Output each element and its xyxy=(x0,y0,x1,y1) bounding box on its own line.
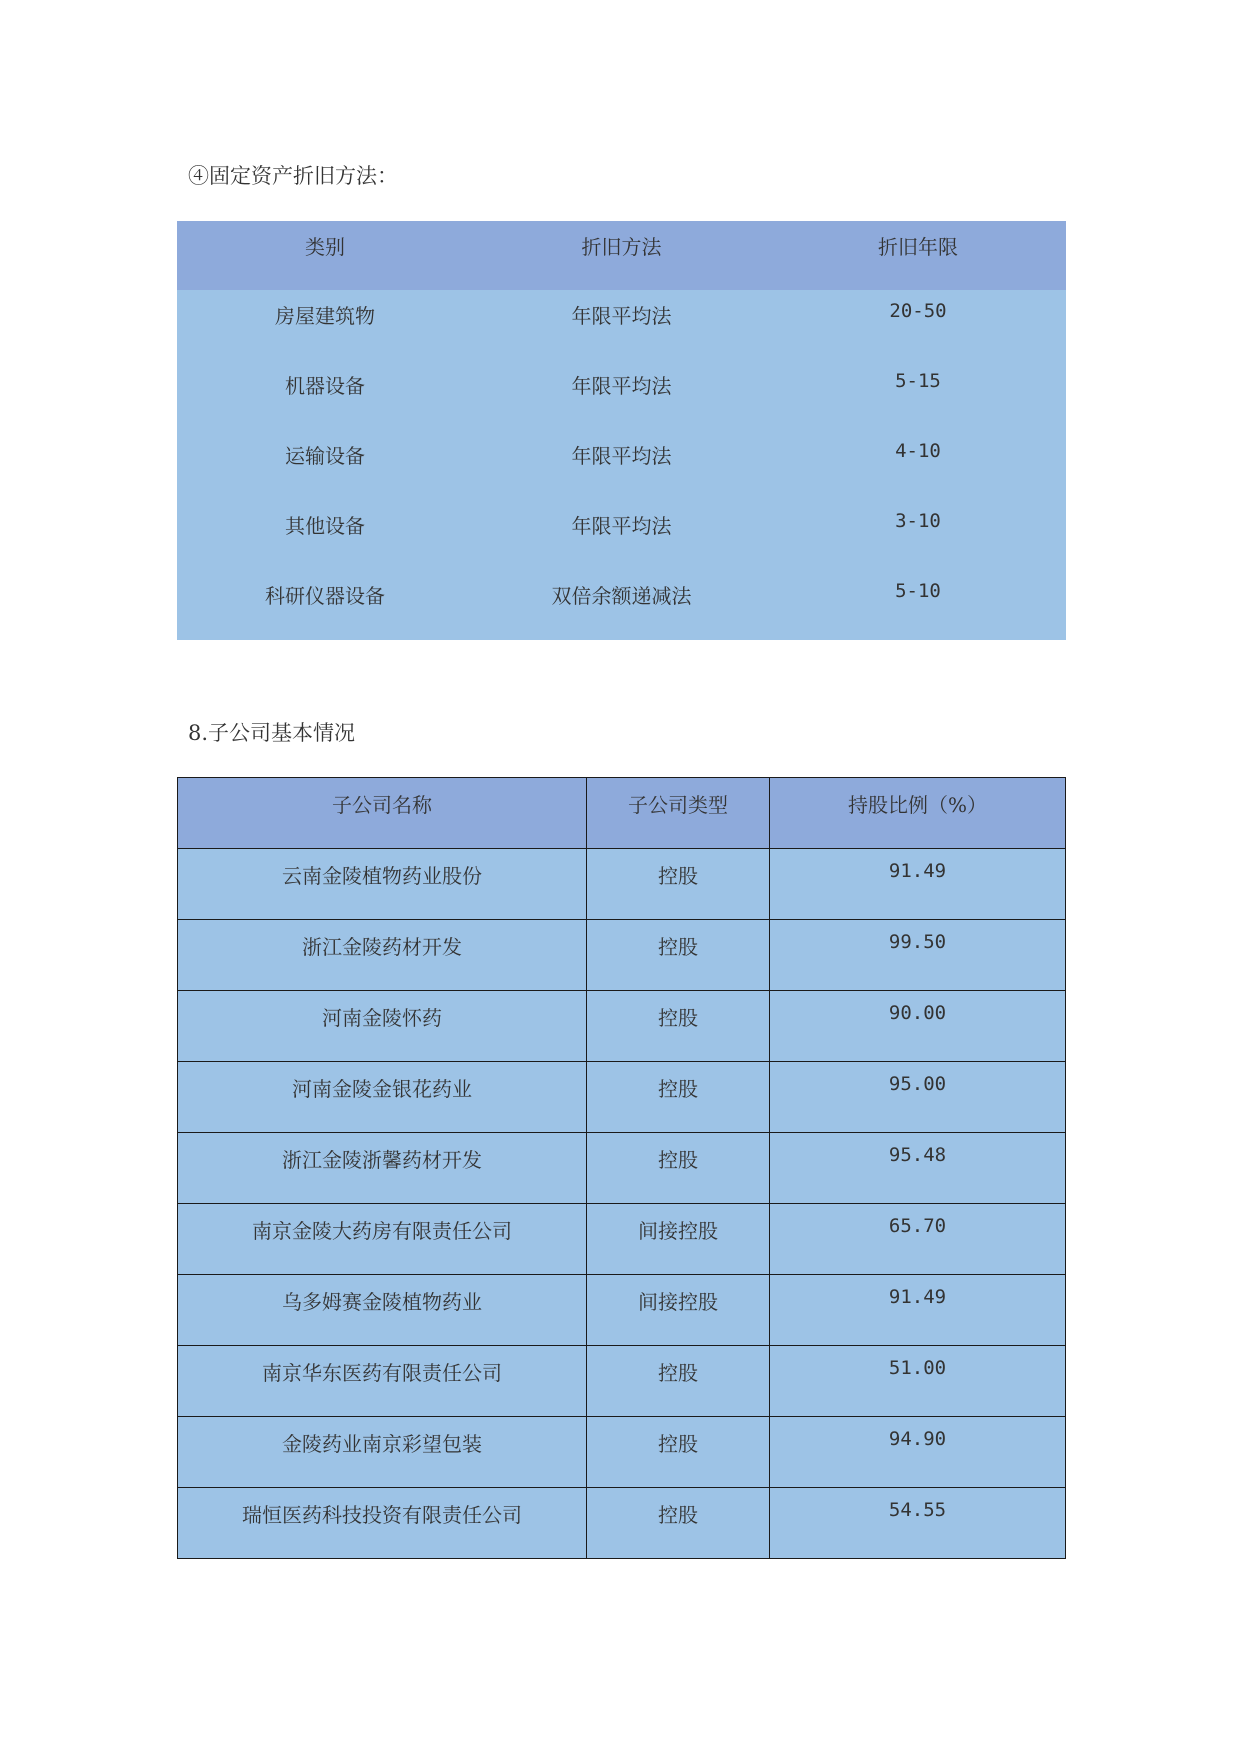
cell-method: 年限平均法 xyxy=(571,514,672,538)
cell-method: 年限平均法 xyxy=(571,444,672,468)
table-row xyxy=(178,1417,1066,1488)
cell-type: 控股 xyxy=(587,920,770,991)
cell-method: 年限平均法 xyxy=(571,304,672,328)
cell-method: 双倍余额递减法 xyxy=(551,584,692,608)
cell-name: 河南金陵怀药 xyxy=(178,991,587,1062)
section-heading-depreciation: ④固定资产折旧方法： xyxy=(188,164,398,188)
cell-years: 5-10 xyxy=(895,580,941,602)
column-header-method: 折旧方法 xyxy=(581,235,662,259)
cell-name: 河南金陵金银花药业 xyxy=(178,1062,587,1133)
cell-ratio: 54.55 xyxy=(770,1488,1066,1559)
cell-years: 5-15 xyxy=(895,370,941,392)
cell-type: 间接控股 xyxy=(587,1275,770,1346)
cell-category: 机器设备 xyxy=(285,374,365,398)
cell-category: 运输设备 xyxy=(285,444,365,468)
cell-ratio: 65.70 xyxy=(770,1204,1066,1275)
cell-type: 控股 xyxy=(587,1133,770,1204)
table-row xyxy=(177,290,1066,360)
cell-years: 20-50 xyxy=(889,300,947,322)
cell-type: 间接控股 xyxy=(587,1204,770,1275)
column-header-category: 类别 xyxy=(305,235,345,259)
cell-method: 年限平均法 xyxy=(571,374,672,398)
table-row xyxy=(178,1275,1066,1346)
cell-years: 3-10 xyxy=(895,510,941,532)
table-row xyxy=(178,920,1066,991)
table-row xyxy=(177,430,1066,500)
cell-name: 乌多姆赛金陵植物药业 xyxy=(178,1275,587,1346)
cell-category: 其他设备 xyxy=(285,514,365,538)
cell-ratio: 91.49 xyxy=(770,1275,1066,1346)
table-header-row xyxy=(178,778,1066,849)
cell-ratio: 94.90 xyxy=(770,1417,1066,1488)
column-header-type: 子公司类型 xyxy=(587,778,770,849)
column-header-ratio: 持股比例（%） xyxy=(770,778,1066,849)
cell-name: 浙江金陵浙馨药材开发 xyxy=(178,1133,587,1204)
cell-type: 控股 xyxy=(587,1062,770,1133)
table-row xyxy=(177,570,1066,640)
cell-ratio: 99.50 xyxy=(770,920,1066,991)
cell-type: 控股 xyxy=(587,849,770,920)
subsidiaries-table xyxy=(177,777,1066,1559)
cell-ratio: 51.00 xyxy=(770,1346,1066,1417)
table-header-row xyxy=(177,221,1066,290)
table-row xyxy=(178,991,1066,1062)
cell-name: 南京华东医药有限责任公司 xyxy=(178,1346,587,1417)
cell-ratio: 95.00 xyxy=(770,1062,1066,1133)
table-row xyxy=(178,1062,1066,1133)
column-header-years: 折旧年限 xyxy=(878,235,958,259)
cell-ratio: 90.00 xyxy=(770,991,1066,1062)
cell-years: 4-10 xyxy=(895,440,941,462)
cell-name: 云南金陵植物药业股份 xyxy=(178,849,587,920)
cell-category: 科研仪器设备 xyxy=(265,584,385,608)
table-row xyxy=(178,1204,1066,1275)
cell-ratio: 91.49 xyxy=(770,849,1066,920)
table-row xyxy=(177,500,1066,570)
table-row xyxy=(178,1133,1066,1204)
cell-category: 房屋建筑物 xyxy=(275,304,375,328)
cell-type: 控股 xyxy=(587,1417,770,1488)
cell-name: 瑞恒医药科技投资有限责任公司 xyxy=(178,1488,587,1559)
table-row xyxy=(177,360,1066,430)
cell-name: 金陵药业南京彩望包装 xyxy=(178,1417,587,1488)
cell-name: 浙江金陵药材开发 xyxy=(178,920,587,991)
cell-type: 控股 xyxy=(587,991,770,1062)
cell-type: 控股 xyxy=(587,1488,770,1559)
cell-ratio: 95.48 xyxy=(770,1133,1066,1204)
table-row xyxy=(178,1488,1066,1559)
cell-type: 控股 xyxy=(587,1346,770,1417)
table-row xyxy=(178,849,1066,920)
depreciation-table xyxy=(177,221,1066,640)
cell-name: 南京金陵大药房有限责任公司 xyxy=(178,1204,587,1275)
table-row xyxy=(178,1346,1066,1417)
column-header-name: 子公司名称 xyxy=(178,778,587,849)
section-heading-subsidiaries: 8.子公司基本情况 xyxy=(188,721,356,745)
